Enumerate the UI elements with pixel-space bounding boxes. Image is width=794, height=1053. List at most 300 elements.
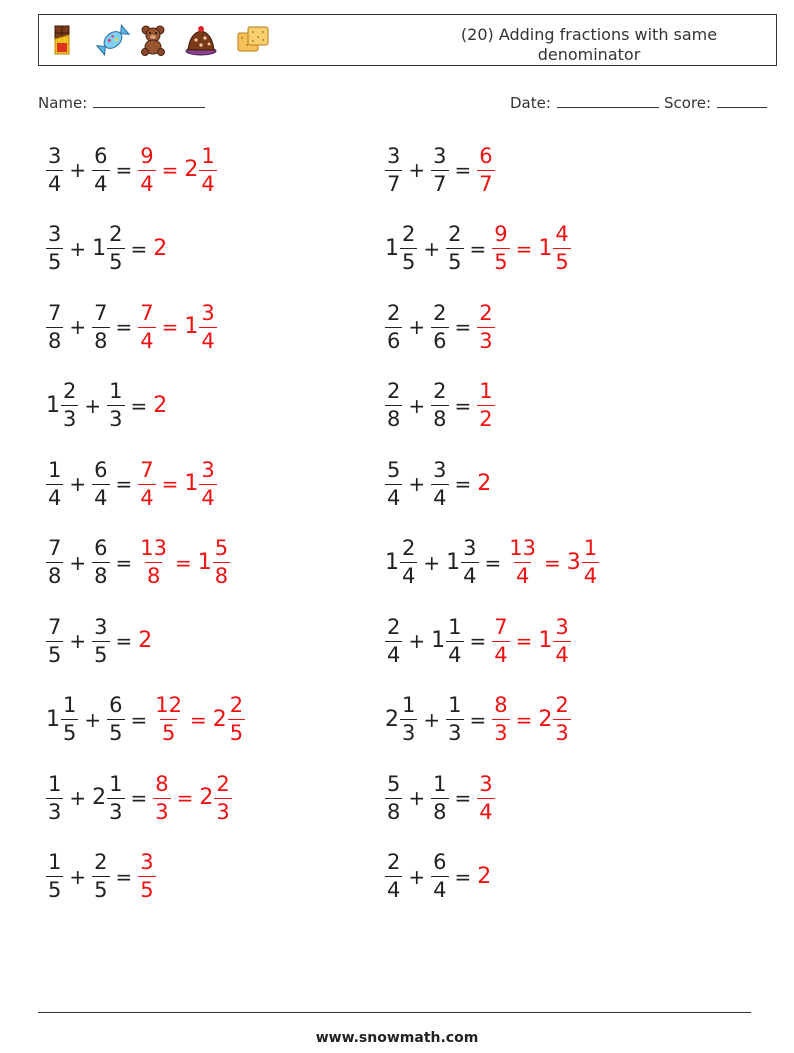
addend <box>431 300 448 353</box>
fraction <box>153 695 184 744</box>
fraction <box>385 614 402 667</box>
denominator: 5 <box>109 721 123 745</box>
denominator: 5 <box>48 642 62 667</box>
answer-value <box>198 538 230 587</box>
fraction <box>553 695 570 744</box>
numerator: 6 <box>94 457 108 482</box>
equals-sign: = <box>130 236 148 261</box>
whole-number: 1 <box>46 392 60 418</box>
numerator: 2 <box>402 222 416 246</box>
addend <box>431 143 448 196</box>
numerator: 3 <box>201 457 215 482</box>
problem <box>385 533 599 593</box>
equals-sign: = <box>544 550 561 575</box>
numerator: 3 <box>433 457 447 482</box>
denominator: 5 <box>402 250 416 274</box>
equals-sign: = <box>469 707 487 732</box>
answer-value <box>538 695 570 744</box>
denominator: 7 <box>433 171 447 196</box>
addend <box>446 695 463 744</box>
problem <box>46 454 217 514</box>
numerator: 9 <box>494 222 508 246</box>
denominator: 4 <box>433 878 447 902</box>
problem <box>46 847 156 907</box>
numerator: 12 <box>155 693 183 717</box>
answer-value <box>477 381 494 430</box>
numerator: 2 <box>229 693 244 717</box>
whole-number: 1 <box>385 549 399 575</box>
problem <box>385 611 571 671</box>
whole-number: 1 <box>184 314 199 339</box>
date-blank[interactable] <box>557 92 659 108</box>
problem <box>385 454 492 514</box>
fraction <box>107 771 124 824</box>
answer-value <box>477 771 494 824</box>
addend <box>46 614 63 667</box>
score-field[interactable] <box>664 92 767 114</box>
addend <box>107 381 124 430</box>
fraction <box>61 381 78 430</box>
answer-value <box>138 143 155 196</box>
denominator: 5 <box>48 250 62 274</box>
addend <box>431 381 448 430</box>
whole-number: 1 <box>431 628 446 653</box>
fraction <box>199 457 216 510</box>
addend <box>385 538 417 587</box>
fraction <box>92 538 109 587</box>
problem <box>385 376 495 436</box>
plus-sign: + <box>408 629 426 653</box>
denominator: 8 <box>146 564 161 588</box>
fraction <box>214 771 231 824</box>
problem <box>46 768 232 828</box>
equals-sign: = <box>130 786 148 810</box>
denominator: 4 <box>140 328 154 353</box>
denominator: 5 <box>555 250 569 274</box>
candy-icon <box>96 24 130 55</box>
problem <box>46 690 245 750</box>
addend <box>446 538 478 587</box>
fraction <box>213 538 230 587</box>
answer-value <box>477 473 492 495</box>
equals-sign: = <box>115 629 133 653</box>
answer <box>492 614 571 667</box>
fraction <box>385 852 402 901</box>
chocolate-bar-icon <box>55 26 69 54</box>
equals-sign: = <box>115 315 133 339</box>
whole-number: 1 <box>197 549 212 575</box>
numerator: 1 <box>433 771 447 796</box>
answer <box>477 300 494 353</box>
fraction <box>46 852 63 901</box>
fraction <box>385 381 402 430</box>
answer <box>138 630 153 652</box>
whole-number: 2 <box>153 392 168 418</box>
addend <box>385 224 417 273</box>
cracker-icon <box>238 27 268 51</box>
answer-value <box>153 392 168 418</box>
date-field[interactable] <box>510 92 659 114</box>
denominator: 5 <box>494 250 508 274</box>
fraction <box>461 538 478 587</box>
answer-value <box>477 300 494 353</box>
addend <box>385 695 417 744</box>
numerator: 1 <box>402 693 416 717</box>
answer-value <box>492 695 509 744</box>
problem <box>385 219 571 279</box>
worksheet-title: (20) Adding fractions with same denominator <box>460 25 718 64</box>
numerator: 1 <box>201 143 215 168</box>
plus-sign: + <box>69 786 87 810</box>
plus-sign: + <box>84 393 102 418</box>
score-label: Score: <box>664 94 712 112</box>
fraction <box>92 614 109 667</box>
denominator: 4 <box>94 171 108 196</box>
fraction <box>477 143 494 196</box>
teddy-bear-icon <box>142 26 165 56</box>
answer-value <box>477 863 492 889</box>
fraction <box>138 538 169 587</box>
plus-sign: + <box>69 472 87 496</box>
numerator: 7 <box>48 536 62 560</box>
plus-sign: + <box>84 707 102 732</box>
denominator: 4 <box>140 171 154 196</box>
fraction <box>431 381 448 430</box>
numerator: 1 <box>448 693 462 717</box>
denominator: 4 <box>402 564 416 588</box>
denominator: 8 <box>214 564 229 588</box>
fraction <box>199 143 216 196</box>
plus-sign: + <box>408 864 426 889</box>
answer-value <box>492 614 509 667</box>
equals-sign: = <box>454 472 472 496</box>
name-blank[interactable] <box>93 92 205 108</box>
equals-sign: = <box>161 315 179 339</box>
problem <box>385 768 495 828</box>
name-label: Name: <box>38 94 88 112</box>
addend <box>92 614 109 667</box>
equals-sign: = <box>176 786 194 810</box>
denominator: 5 <box>63 721 77 745</box>
whole-number: 2 <box>212 706 227 732</box>
addend <box>385 614 402 667</box>
answer-value <box>153 235 168 261</box>
equals-sign: = <box>161 472 179 496</box>
denominator: 3 <box>63 407 77 431</box>
fraction <box>446 224 463 273</box>
answer <box>492 695 571 744</box>
numerator: 1 <box>109 379 123 403</box>
addend <box>431 852 448 901</box>
answer-value <box>184 143 216 196</box>
numerator: 1 <box>63 693 77 717</box>
plus-sign: + <box>69 629 87 653</box>
numerator: 3 <box>555 614 569 639</box>
numerator: 6 <box>94 536 108 560</box>
answer-value <box>138 300 155 353</box>
fraction <box>46 538 63 587</box>
answer <box>138 538 230 587</box>
footer-url: www.snowmath.com <box>315 1030 479 1046</box>
fraction <box>431 852 448 901</box>
numerator: 5 <box>214 536 229 560</box>
numerator: 4 <box>555 222 569 246</box>
numerator: 3 <box>463 536 477 560</box>
fraction <box>385 771 402 824</box>
numerator: 2 <box>555 693 569 717</box>
denominator: 8 <box>48 564 62 588</box>
numerator: 2 <box>216 771 230 796</box>
fraction <box>92 852 109 901</box>
denominator: 4 <box>48 171 62 196</box>
denominator: 3 <box>155 799 169 824</box>
fraction <box>431 300 448 353</box>
answer <box>477 143 494 196</box>
equals-sign: = <box>469 629 487 653</box>
equals-sign: = <box>469 236 487 261</box>
fraction <box>507 538 538 587</box>
fraction <box>477 300 494 353</box>
addend <box>385 771 402 824</box>
numerator: 13 <box>509 536 537 560</box>
fraction <box>46 143 63 196</box>
problem <box>46 533 230 593</box>
fraction <box>46 224 63 273</box>
answer-value <box>567 538 599 587</box>
whole-number: 1 <box>184 471 199 496</box>
addend <box>46 381 78 430</box>
fraction <box>228 695 245 744</box>
denominator: 4 <box>201 171 215 196</box>
denominator: 7 <box>387 171 401 196</box>
addend <box>431 457 448 510</box>
numerator: 3 <box>201 300 215 325</box>
worksheet-header <box>38 14 777 66</box>
answer <box>138 457 217 510</box>
fraction <box>107 224 124 273</box>
denominator: 8 <box>48 328 62 353</box>
problem <box>46 219 168 279</box>
fraction <box>92 143 109 196</box>
footer-divider <box>38 1012 751 1013</box>
plus-sign: + <box>69 236 87 261</box>
plus-sign: + <box>423 236 441 261</box>
fraction <box>46 457 63 510</box>
plus-sign: + <box>423 550 441 575</box>
denominator: 3 <box>448 721 462 745</box>
whole-number: 2 <box>477 471 492 496</box>
name-field[interactable] <box>38 92 205 114</box>
numerator: 7 <box>140 457 154 482</box>
numerator: 2 <box>387 300 401 325</box>
fraction <box>138 300 155 353</box>
numerator: 3 <box>387 143 401 168</box>
numerator: 6 <box>479 143 493 168</box>
answer <box>507 538 599 587</box>
plus-sign: + <box>408 786 426 810</box>
answer <box>477 381 494 430</box>
equals-sign: = <box>515 236 533 261</box>
equals-sign: = <box>454 315 472 339</box>
answer-value <box>138 538 169 587</box>
addend <box>446 224 463 273</box>
fraction <box>46 614 63 667</box>
answer-value <box>138 457 155 510</box>
addend <box>92 143 109 196</box>
score-blank[interactable] <box>717 92 767 108</box>
plus-sign: + <box>408 315 426 339</box>
fraction <box>553 614 570 667</box>
answer <box>477 473 492 495</box>
denominator: 8 <box>433 407 447 431</box>
plus-sign: + <box>69 158 87 182</box>
answer <box>477 771 494 824</box>
numerator: 6 <box>109 693 123 717</box>
problem <box>385 140 495 200</box>
numerator: 2 <box>479 300 493 325</box>
cake-icon <box>186 26 216 55</box>
fraction <box>553 224 570 273</box>
plus-sign: + <box>408 393 426 418</box>
numerator: 3 <box>48 143 62 168</box>
denominator: 3 <box>109 407 123 431</box>
problem <box>46 140 217 200</box>
whole-number: 1 <box>92 235 107 261</box>
fraction <box>582 538 599 587</box>
denominator: 4 <box>140 485 154 510</box>
equals-sign: = <box>454 393 472 418</box>
addend <box>107 695 124 744</box>
answer <box>153 695 245 744</box>
plus-sign: + <box>69 315 87 339</box>
denominator: 3 <box>555 721 569 745</box>
fraction <box>477 381 494 430</box>
denominator: 3 <box>216 799 230 824</box>
problem <box>385 847 492 907</box>
equals-sign: = <box>454 786 472 810</box>
denominator: 4 <box>479 799 493 824</box>
fraction <box>492 695 509 744</box>
denominator: 7 <box>479 171 493 196</box>
numerator: 6 <box>94 143 108 168</box>
denominator: 4 <box>48 485 62 510</box>
numerator: 7 <box>94 300 108 325</box>
plus-sign: + <box>408 158 426 182</box>
fraction <box>385 300 402 353</box>
plus-sign: + <box>423 707 441 732</box>
fraction <box>107 381 124 430</box>
fraction <box>431 457 448 510</box>
denominator: 5 <box>229 721 244 745</box>
whole-number: 2 <box>385 706 399 732</box>
denominator: 5 <box>94 642 108 667</box>
addend <box>92 771 124 824</box>
denominator: 5 <box>109 250 123 274</box>
numerator: 2 <box>433 379 447 403</box>
equals-sign: = <box>515 629 533 653</box>
denominator: 8 <box>94 564 108 588</box>
answer-value <box>507 538 538 587</box>
numerator: 9 <box>140 143 154 168</box>
denominator: 3 <box>402 721 416 745</box>
whole-number: 2 <box>477 863 492 889</box>
equals-sign: = <box>115 158 133 182</box>
header-icon-strip <box>49 23 269 57</box>
numerator: 3 <box>94 614 108 639</box>
numerator: 2 <box>109 222 123 246</box>
problem <box>385 297 495 357</box>
answer-value <box>138 630 153 652</box>
numerator: 2 <box>433 300 447 325</box>
addend <box>431 614 463 667</box>
addend <box>92 457 109 510</box>
numerator: 1 <box>583 536 598 560</box>
numerator: 3 <box>433 143 447 168</box>
numerator: 1 <box>48 850 62 874</box>
fraction <box>431 143 448 196</box>
numerator: 2 <box>448 222 462 246</box>
whole-number: 3 <box>566 549 581 575</box>
numerator: 3 <box>48 222 62 246</box>
denominator: 4 <box>463 564 477 588</box>
whole-number: 1 <box>385 235 399 261</box>
denominator: 8 <box>94 328 108 353</box>
denominator: 4 <box>94 485 108 510</box>
fraction <box>92 457 109 510</box>
numerator: 2 <box>387 850 401 874</box>
equals-sign: = <box>454 864 472 889</box>
addend <box>431 771 448 824</box>
fraction <box>400 538 417 587</box>
fraction <box>477 771 494 824</box>
answer-value <box>153 695 184 744</box>
answer <box>138 143 217 196</box>
addend <box>92 538 109 587</box>
numerator: 2 <box>402 536 416 560</box>
whole-number: 1 <box>46 706 60 732</box>
problem <box>385 690 571 750</box>
denominator: 4 <box>387 485 401 510</box>
denominator: 4 <box>387 642 401 667</box>
numerator: 1 <box>48 771 62 796</box>
whole-number: 2 <box>153 235 168 261</box>
answer-value <box>184 457 216 510</box>
fraction <box>138 143 155 196</box>
fraction <box>61 695 78 744</box>
whole-number: 2 <box>538 706 553 732</box>
equals-sign: = <box>484 550 502 575</box>
denominator: 4 <box>515 564 530 588</box>
denominator: 4 <box>494 642 508 667</box>
plus-sign: + <box>69 550 87 575</box>
addend <box>46 143 63 196</box>
denominator: 5 <box>140 878 154 902</box>
denominator: 4 <box>555 642 569 667</box>
answer-value <box>492 224 509 273</box>
fraction <box>446 695 463 744</box>
numerator: 8 <box>494 693 508 717</box>
addend <box>46 224 63 273</box>
numerator: 7 <box>48 614 62 639</box>
addend <box>46 852 63 901</box>
fraction <box>153 771 170 824</box>
equals-sign: = <box>515 707 533 732</box>
header-icons <box>49 23 269 57</box>
answer-value <box>138 852 155 901</box>
fraction <box>400 695 417 744</box>
answer <box>153 392 168 418</box>
whole-number: 2 <box>92 785 107 810</box>
